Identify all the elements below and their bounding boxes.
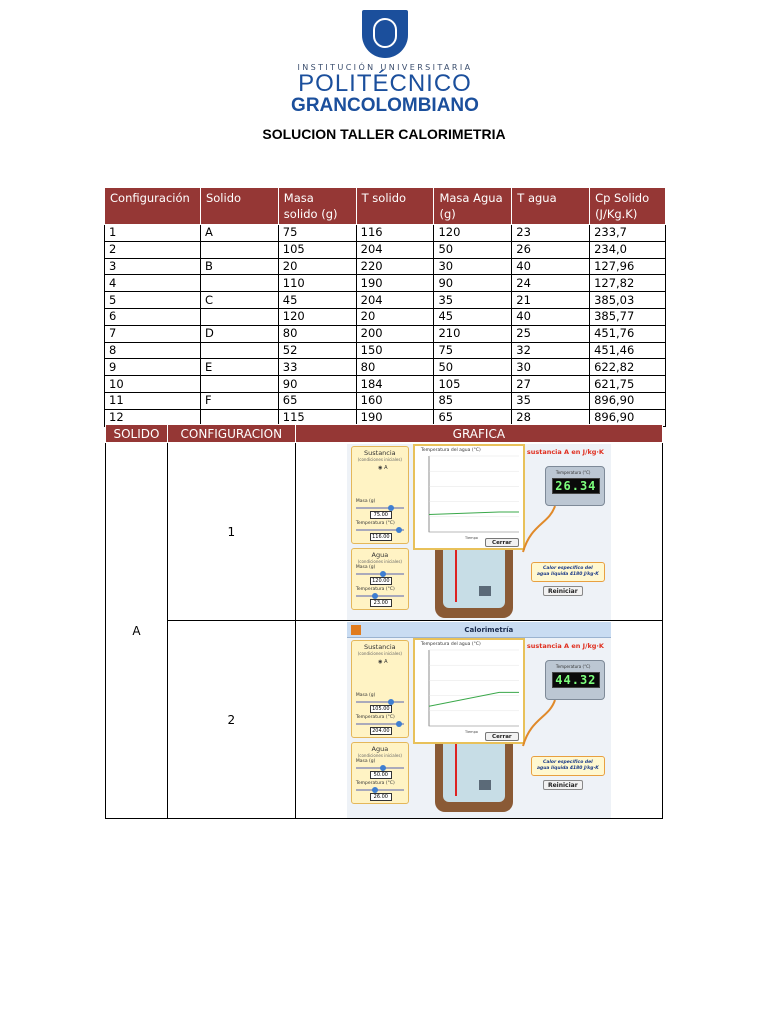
results-table-header [106,425,663,443]
cell-t-solido: 204 [356,241,434,258]
water-mass-value: 50.00 [370,771,392,779]
cell-t-agua: 26 [512,241,590,258]
table-row [105,325,666,342]
cell-masa-solido: 20 [278,258,356,275]
temperature-meter [545,466,605,506]
water-specific-heat-info [531,562,605,582]
cell-cp: 127,82 [590,275,666,292]
logo-seal-icon [362,10,408,58]
solid-sample [479,780,491,790]
water-temperature-curve [429,692,519,706]
mass-value: 75.00 [370,511,392,519]
table-row [105,241,666,258]
cell-masa-solido: 80 [278,325,356,342]
cell-t-solido: 220 [356,258,434,275]
cell-masa-agua: 85 [434,392,512,409]
specific-heat-title: sustancia A en J/kg·K [526,641,604,650]
cell-masa-agua: 50 [434,241,512,258]
cell-solido [200,241,278,258]
substance-panel-title: Sustancia [364,448,396,457]
cell-solido: B [200,258,278,275]
water-temperature-value: 26.00 [370,793,392,801]
result-graph [295,621,662,819]
calorimetry-app-icon [351,625,361,635]
specific-heat-title: sustancia A en J/kg·K [526,447,604,456]
cell-t-agua: 28 [512,409,590,426]
substance-panel-subtitle: (condiciones iniciales) [357,456,402,462]
cell-cp: 233,7 [590,225,666,242]
cell-t-agua: 23 [512,225,590,242]
cell-t-agua: 24 [512,275,590,292]
water-temperature-value: 23.00 [370,599,392,607]
table-row [105,359,666,376]
cell-config: 11 [105,392,201,409]
sensor-cable-path [523,506,555,552]
water-temperature-slider [356,595,404,597]
cell-masa-solido: 33 [278,359,356,376]
mass-slider [356,701,404,703]
result-solido: A [106,443,168,819]
cell-solido: A [200,225,278,242]
cell-masa-solido: 75 [278,225,356,242]
info-line-1: Calor específico del [543,565,593,571]
cell-t-agua: 40 [512,258,590,275]
solid-sample [479,586,491,596]
cell-config: 8 [105,342,201,359]
water-specific-heat-info [531,756,605,776]
cell-masa-agua: 105 [434,376,512,393]
mass-value: 105.00 [370,705,392,713]
calorimetry-simulation [347,444,611,620]
table-row [105,342,666,359]
water-mass-value: 120.00 [370,577,392,585]
cell-t-solido: 190 [356,275,434,292]
table-row [105,258,666,275]
results-row [106,443,663,621]
cell-t-agua: 35 [512,392,590,409]
result-graph [295,443,662,621]
cell-cp: 896,90 [590,392,666,409]
cell-masa-agua: 210 [434,325,512,342]
temperature-slider [356,723,404,725]
temperature-plot [413,444,525,550]
water-panel-subtitle: (condiciones iniciales) [357,752,402,758]
mass-slider [356,507,404,509]
sensor-cable [519,698,559,748]
cell-cp: 451,46 [590,342,666,359]
header-solido: Solido [200,188,278,225]
plot-svg [415,446,523,548]
cell-masa-agua: 90 [434,275,512,292]
header-configuracion: Configuración [105,188,201,225]
cell-masa-agua: 35 [434,292,512,309]
cell-cp: 451,76 [590,325,666,342]
meter-display: 44.32 [552,672,600,688]
water-panel-title: Agua [371,550,389,559]
substance-radio [358,465,408,471]
cell-masa-solido: 45 [278,292,356,309]
cell-config: 2 [105,241,201,258]
cell-t-solido: 200 [356,325,434,342]
header-grafica: GRAFICA [295,425,662,443]
cell-masa-agua: 75 [434,342,512,359]
cell-masa-agua: 120 [434,225,512,242]
cell-t-solido: 204 [356,292,434,309]
meter-display: 26.34 [552,478,600,494]
substance-panel-title: Sustancia [364,642,396,651]
water-mass-slider [356,767,404,769]
cell-solido [200,376,278,393]
header-t-solido: T solido [356,188,434,225]
cell-t-solido: 116 [356,225,434,242]
temperature-label: Temperatura (°C) [355,714,395,720]
header-masa-agua: Masa Agua (g) [434,188,512,225]
sim-window-title: Calorimetría [464,625,514,634]
cell-t-agua: 32 [512,342,590,359]
close-plot-button: Cerrar [485,732,519,741]
substance-panel [351,640,409,738]
water-panel-title: Agua [371,744,389,753]
configuration-table-header [105,188,666,225]
calorimeter-beaker [435,744,513,812]
sensor-cable-path [523,700,555,746]
water-panel [351,548,409,610]
info-line-2: agua líquida 4180 J/kg·K [536,765,599,771]
header-t-agua: T agua [512,188,590,225]
temperature-meter [545,660,605,700]
cell-solido: E [200,359,278,376]
cell-masa-solido: 120 [278,308,356,325]
calorimeter-beaker [435,550,513,618]
document-title: SOLUCION TALLER CALORIMETRIA [262,126,506,142]
info-line-2: agua líquida 4180 J/kg·K [536,571,599,577]
thermometer-probe [455,744,457,796]
cell-t-solido: 160 [356,392,434,409]
header-configuracion-res: CONFIGURACION [167,425,295,443]
reset-button[interactable]: Reiniciar [543,780,583,790]
sim-body [347,638,611,814]
header-solido-res: SOLIDO [106,425,168,443]
cell-masa-agua: 65 [434,409,512,426]
logo-line-institution: INSTITUCIÓN UNIVERSITARIA [297,63,473,72]
temperature-slider-knob [396,527,402,533]
table-row [105,308,666,325]
cell-t-agua: 30 [512,359,590,376]
cell-config: 4 [105,275,201,292]
cell-cp: 622,82 [590,359,666,376]
plot-title: Temperatura del agua (°C) [420,641,481,647]
results-table [105,424,663,819]
calorimetry-simulation [347,622,611,818]
water-temperature-curve [429,512,519,515]
cell-solido [200,308,278,325]
meter-label: Temperatura (°C) [555,663,591,669]
substance-radio [358,659,408,665]
cell-solido [200,275,278,292]
plot-axes [429,456,519,532]
header-cp-solido: Cp Solido (J/Kg.K) [590,188,666,225]
configuration-table [104,187,666,427]
sim-body [347,444,611,620]
temperature-slider-knob [396,721,402,727]
mass-label: Masa (g) [355,498,376,504]
water-temperature-label: Temperatura (°C) [355,780,395,786]
result-config: 1 [167,443,295,621]
temperature-value: 204.00 [370,727,392,735]
mass-label: Masa (g) [355,692,376,698]
meter-label: Temperatura (°C) [555,469,591,475]
table-row [105,376,666,393]
cell-cp: 385,03 [590,292,666,309]
close-plot-button: Cerrar [485,538,519,547]
sim-window-titlebar [347,622,611,638]
substance-panel-subtitle: (condiciones iniciales) [357,650,402,656]
plot-xlabel: Tiempo [464,729,478,734]
plot-title: Temperatura del agua (°C) [420,447,481,453]
cell-t-agua: 25 [512,325,590,342]
cell-t-agua: 21 [512,292,590,309]
temperature-label: Temperatura (°C) [355,520,395,526]
table-row [105,292,666,309]
cell-t-solido: 80 [356,359,434,376]
temperature-value: 116.00 [370,533,392,541]
water-temperature-label: Temperatura (°C) [355,586,395,592]
cell-cp: 234,0 [590,241,666,258]
result-config: 2 [167,621,295,819]
plot-axes [429,650,519,726]
water-mass-label: Masa (g) [355,758,376,764]
cell-t-agua: 40 [512,308,590,325]
cell-config: 5 [105,292,201,309]
cell-t-solido: 190 [356,409,434,426]
results-row [106,621,663,819]
plot-xlabel: Tiempo [464,535,478,540]
water-panel [351,742,409,804]
cell-masa-solido: 65 [278,392,356,409]
cell-solido [200,342,278,359]
table-row [105,275,666,292]
cell-masa-solido: 90 [278,376,356,393]
logo-line-grancolombiano: GRANCOLOMBIANO [291,95,479,116]
substance-radio-label: A [384,464,388,471]
cell-masa-solido: 110 [278,275,356,292]
cell-config: 10 [105,376,201,393]
water-panel-subtitle: (condiciones iniciales) [357,558,402,564]
sensor-cable [519,504,559,554]
logo-line-politecnico: POLITÉCNICO [298,70,472,97]
beaker-water [443,744,505,802]
plot-svg [415,640,523,742]
water-mass-label: Masa (g) [355,564,376,570]
temperature-slider [356,529,404,531]
cell-config: 7 [105,325,201,342]
cell-solido: D [200,325,278,342]
cell-config: 1 [105,225,201,242]
substance-radio-label: A [384,658,388,665]
header-masa-solido: Masa solido (g) [278,188,356,225]
water-mass-slider [356,573,404,575]
cell-cp: 896,90 [590,409,666,426]
cell-config: 6 [105,308,201,325]
info-line-1: Calor específico del [543,759,593,765]
thermometer-probe [455,550,457,602]
cell-masa-solido: 115 [278,409,356,426]
cell-config: 12 [105,409,201,426]
cell-t-solido: 20 [356,308,434,325]
cell-solido: F [200,392,278,409]
cell-t-agua: 27 [512,376,590,393]
temperature-plot [413,638,525,744]
reset-button[interactable]: Reiniciar [543,586,583,596]
radio-icon: ◉ [378,464,385,471]
institution-logo [290,10,480,116]
water-temperature-slider [356,789,404,791]
cell-masa-agua: 45 [434,308,512,325]
cell-cp: 127,96 [590,258,666,275]
substance-panel [351,446,409,544]
cell-solido: C [200,292,278,309]
cell-masa-solido: 52 [278,342,356,359]
radio-icon: ◉ [378,658,385,665]
cell-masa-agua: 30 [434,258,512,275]
beaker-water [443,550,505,608]
cell-masa-agua: 50 [434,359,512,376]
cell-t-solido: 150 [356,342,434,359]
cell-cp: 385,77 [590,308,666,325]
cell-config: 3 [105,258,201,275]
table-row [105,392,666,409]
cell-config: 9 [105,359,201,376]
table-row [105,225,666,242]
cell-masa-solido: 105 [278,241,356,258]
cell-t-solido: 184 [356,376,434,393]
cell-cp: 621,75 [590,376,666,393]
